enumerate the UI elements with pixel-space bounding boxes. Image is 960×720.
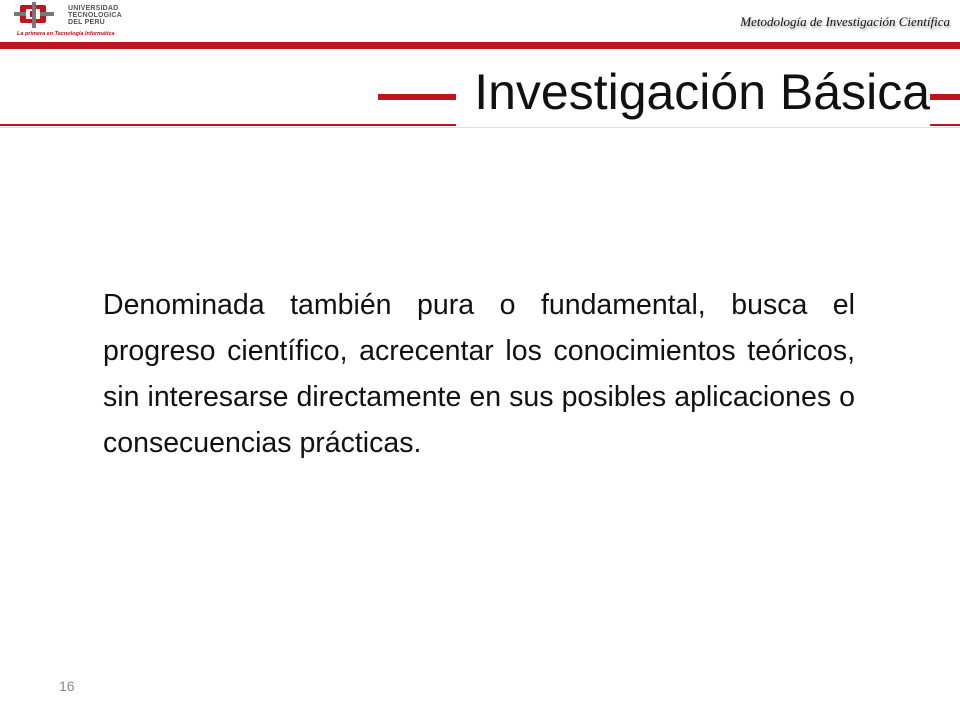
- page-number: 16: [59, 678, 75, 694]
- logo-name-line-1: UNIVERSIDAD: [68, 5, 119, 12]
- university-logo: [6, 2, 156, 40]
- logo-name-line-2: TECNOLOGICA: [68, 12, 122, 19]
- slide-title: Investigación Básica: [456, 58, 930, 126]
- logo-tagline: La primera en Tecnología Informática: [17, 31, 115, 37]
- logo-name-line-3: DEL PERU: [68, 19, 105, 26]
- slide-body-text: Denominada también pura o fundamental, busca el progreso científico, acrecentar los conocimientos teóricos, sin interesarse directamente en sus posibles aplicaciones o consecuencias prácticas.: [103, 289, 855, 459]
- title-underline-shadow: [0, 127, 960, 128]
- logo-name: [68, 5, 122, 26]
- utp-logo-icon: [6, 2, 66, 32]
- course-title: Metodología de Investigación Científica: [740, 14, 950, 29]
- header-red-bar: [0, 42, 960, 49]
